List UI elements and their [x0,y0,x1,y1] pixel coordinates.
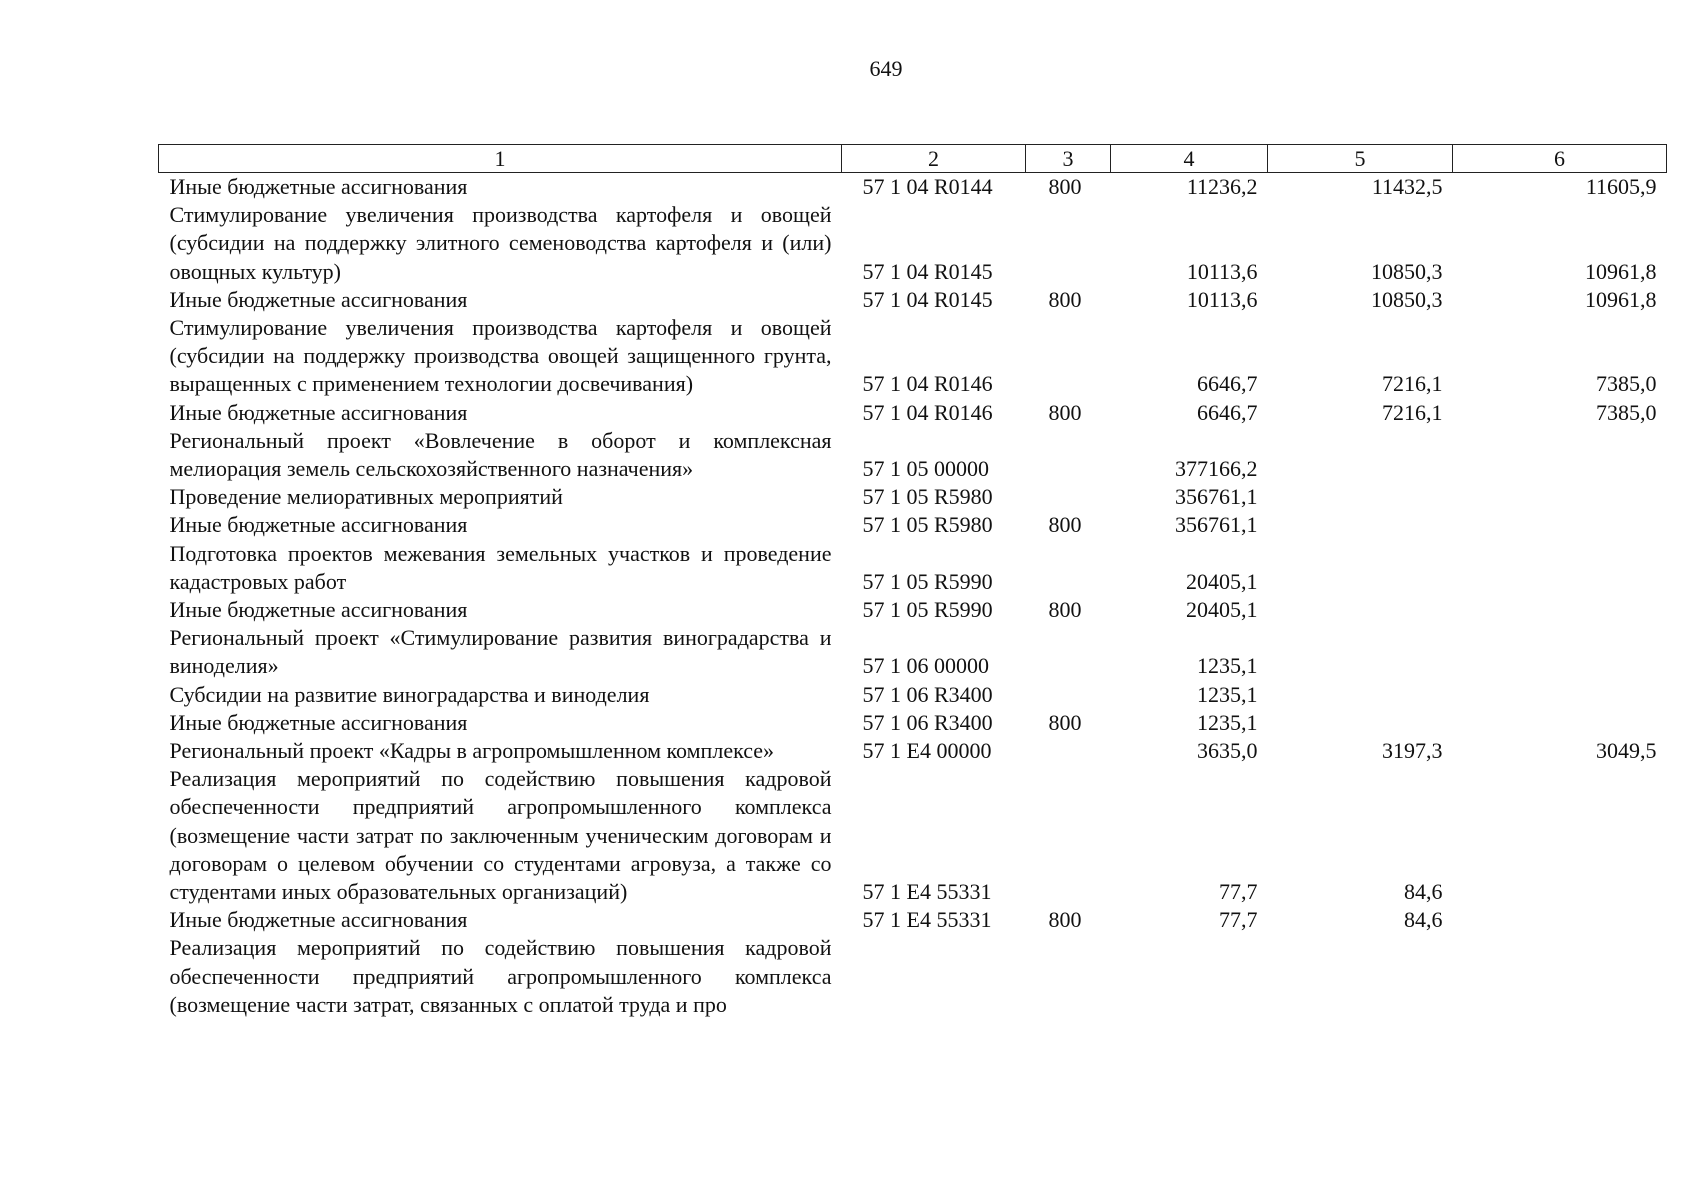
row-target-article: 57 1 06 R3400 [862,681,993,707]
row-expense-type [1026,624,1111,680]
row-expense-type: 800 [1048,512,1082,538]
table-row [159,709,1667,737]
row-name: Иные бюджетные ассигнования [169,709,468,735]
row-amount-col-4: 356761,1 [1175,512,1258,538]
row-amount-col-5 [1268,596,1453,624]
row-amount-col-5 [1268,709,1453,737]
row-amount-col-4: 20405,1 [1186,597,1258,623]
row-name: Стимулирование увеличения производства картофеля и овощей (субсидии на поддержку производства овощей защищенного грунта, выращенных с применением технологии досвечивания) [169,315,832,397]
row-amount-col-4: 20405,1 [1186,568,1258,594]
row-amount-col-6: 10961,8 [1585,286,1657,312]
row-amount-col-4: 356761,1 [1175,484,1258,510]
row-expense-type: 800 [1048,286,1082,312]
row-amount-col-4 [1111,934,1268,1019]
row-amount-col-6 [1453,765,1667,906]
header-col-4: 4 [1111,145,1268,173]
row-amount-col-4: 3635,0 [1197,738,1258,764]
row-expense-type [1026,314,1111,399]
row-amount-col-6: 11605,9 [1585,174,1657,199]
row-amount-col-6 [1453,681,1667,709]
table-row [159,596,1667,624]
row-expense-type [1026,934,1111,1019]
row-amount-col-6 [1453,709,1667,737]
row-amount-col-5: 10850,3 [1371,286,1443,312]
table-row [159,314,1667,399]
row-target-article: 57 1 04 R0146 [862,371,993,397]
table-row [159,681,1667,709]
row-amount-col-4: 377166,2 [1175,456,1258,482]
row-amount-col-5 [1268,624,1453,680]
row-expense-type [1026,427,1111,483]
row-expense-type [1026,737,1111,765]
row-amount-col-4: 11236,2 [1186,174,1258,199]
row-name: Иные бюджетные ассигнования [169,174,468,199]
row-expense-type: 800 [1048,174,1082,199]
row-target-article: 57 1 05 R5990 [862,597,993,623]
table-row [159,427,1667,483]
row-amount-col-4: 77,7 [1219,879,1258,905]
row-amount-col-6 [1453,511,1667,539]
header-col-6: 6 [1453,145,1667,173]
row-amount-col-4: 1235,1 [1197,709,1258,735]
table-row [159,511,1667,539]
table-row [159,173,1667,202]
row-amount-col-4: 77,7 [1219,907,1258,933]
table-row [159,934,1667,1019]
row-name: Региональный проект «Вовлечение в оборот и комплексная мелиорация земель сельскохозяйственного назначения» [169,427,832,482]
row-target-article: 57 1 04 R0144 [862,174,993,199]
row-name: Иные бюджетные ассигнования [169,512,468,538]
row-amount-col-5: 84,6 [1404,879,1443,905]
row-name: Региональный проект «Стимулирование развития виноградарства и виноделия» [169,625,832,679]
row-amount-col-4: 6646,7 [1197,399,1258,425]
row-amount-col-5: 10850,3 [1371,258,1443,284]
row-amount-col-4: 1235,1 [1197,653,1258,679]
row-expense-type [1026,540,1111,596]
row-amount-col-6: 7385,0 [1596,371,1657,397]
header-col-3: 3 [1026,145,1111,173]
row-amount-col-5: 7216,1 [1382,399,1443,425]
row-target-article: 57 1 06 R3400 [862,709,993,735]
row-expense-type [1026,681,1111,709]
row-amount-col-5 [1268,934,1453,1019]
header-row [159,145,1667,173]
row-target-article: 57 1 04 R0145 [862,286,993,312]
row-amount-col-4: 1235,1 [1197,681,1258,707]
row-target-article: 57 1 05 R5980 [862,484,993,510]
table-row [159,286,1667,314]
row-name: Иные бюджетные ассигнования [169,597,468,623]
row-name: Проведение мелиоративных мероприятий [169,484,563,510]
row-amount-col-5 [1268,540,1453,596]
row-name: Реализация мероприятий по содействию повышения кадровой обеспеченности предприятий агропромышленного комплекса (возмещение части затрат по заключенным ученическим договорам и договорам о целевом обучении со студентами агровуза, а также со студентами иных образовательных организаций) [169,766,832,905]
row-name: Региональный проект «Кадры в агропромышленном комплексе» [169,738,775,764]
row-expense-type: 800 [1048,597,1082,623]
row-amount-col-5: 84,6 [1404,907,1443,933]
row-target-article: 57 1 Е4 55331 [862,907,992,933]
row-expense-type [1026,483,1111,511]
table-row [159,483,1667,511]
row-amount-col-5: 11432,5 [1371,174,1443,199]
table-header [159,145,1667,173]
row-amount-col-6 [1453,427,1667,483]
page-number: 649 [869,56,903,81]
row-amount-col-6: 3049,5 [1596,738,1657,764]
row-amount-col-5 [1268,681,1453,709]
row-amount-col-6: 10961,8 [1585,258,1657,284]
row-target-article: 57 1 Е4 55331 [862,879,992,905]
row-expense-type: 800 [1048,907,1082,933]
row-amount-col-6 [1453,596,1667,624]
row-amount-col-6 [1453,483,1667,511]
row-amount-col-5 [1268,511,1453,539]
row-expense-type [1026,201,1111,286]
row-expense-type: 800 [1048,399,1082,425]
row-target-article: 57 1 05 R5990 [862,568,993,594]
row-expense-type: 800 [1048,709,1082,735]
row-target-article [842,934,1026,1019]
row-target-article: 57 1 05 00000 [862,456,989,482]
row-amount-col-5 [1268,483,1453,511]
row-name: Подготовка проектов межевания земельных участков и проведение кадастровых работ [169,540,832,594]
row-name: Иные бюджетные ассигнования [169,907,468,933]
row-name: Реализация мероприятий по содействию повышения кадровой обеспеченности предприятий агропромышленного комплекса (возмещение части затрат, связанных с оплатой труда и про [169,935,832,1017]
row-amount-col-6 [1453,906,1667,934]
header-col-1: 1 [159,145,842,173]
row-amount-col-6 [1453,934,1667,1019]
budget-table [158,144,1667,1019]
row-name: Стимулирование увеличения производства картофеля и овощей (субсидии на поддержку элитного семеноводства картофеля и (или) овощных культур) [169,202,832,284]
table-row [159,399,1667,427]
row-name: Иные бюджетные ассигнования [169,286,468,312]
table-row [159,201,1667,286]
table-row [159,624,1667,680]
row-amount-col-4: 10113,6 [1186,258,1258,284]
row-amount-col-4: 10113,6 [1186,286,1258,312]
row-target-article: 57 1 04 R0145 [862,258,993,284]
row-amount-col-5: 7216,1 [1382,371,1443,397]
row-amount-col-6: 7385,0 [1596,399,1657,425]
table-row [159,906,1667,934]
table-row [159,765,1667,906]
table-row [159,737,1667,765]
table-row [159,540,1667,596]
header-col-5: 5 [1268,145,1453,173]
row-amount-col-6 [1453,540,1667,596]
row-amount-col-5 [1268,427,1453,483]
row-amount-col-5: 3197,3 [1382,738,1443,764]
row-name: Иные бюджетные ассигнования [169,399,468,425]
row-target-article: 57 1 05 R5980 [862,512,993,538]
row-amount-col-6 [1453,624,1667,680]
table-body [159,173,1667,1020]
header-col-2: 2 [842,145,1026,173]
row-target-article: 57 1 06 00000 [862,653,989,679]
row-target-article: 57 1 04 R0146 [862,399,993,425]
row-expense-type [1026,765,1111,906]
row-amount-col-4: 6646,7 [1197,371,1258,397]
row-name: Субсидии на развитие виноградарства и виноделия [169,681,650,707]
row-target-article: 57 1 Е4 00000 [862,738,992,764]
